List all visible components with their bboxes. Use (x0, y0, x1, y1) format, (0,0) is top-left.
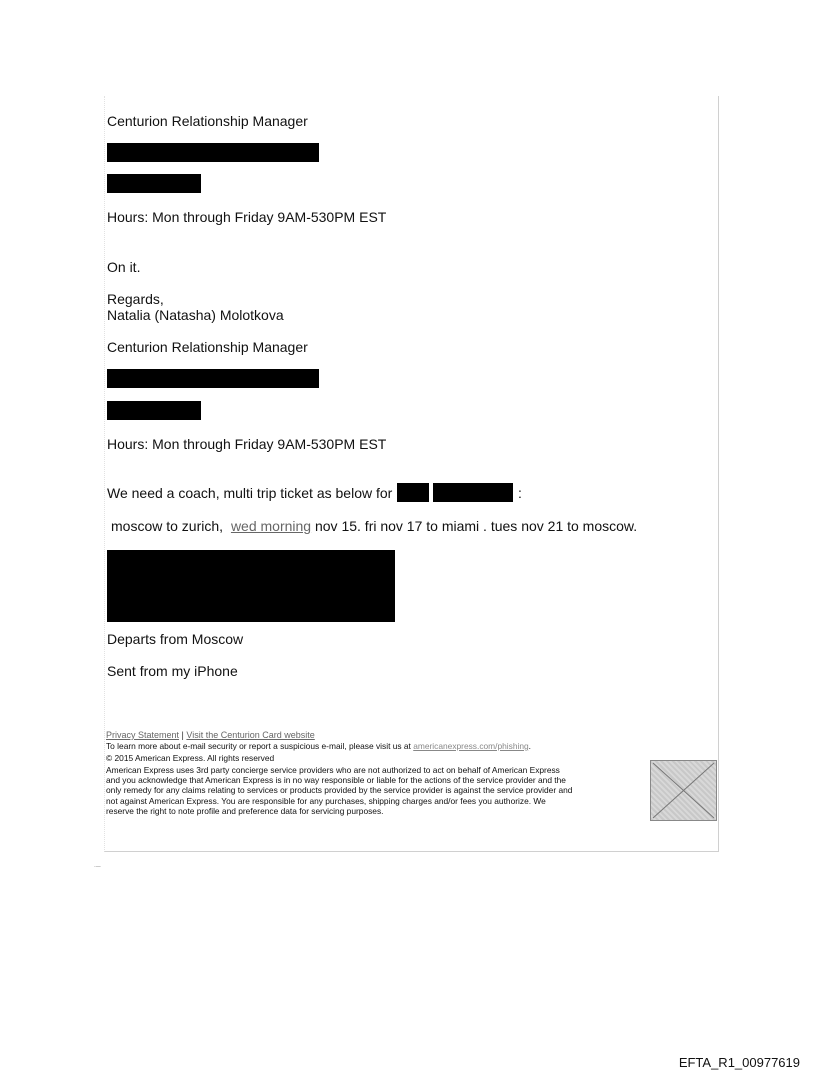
redaction-bar (107, 174, 201, 193)
broken-image-icon (650, 760, 717, 821)
reply-closing: Regards, (107, 291, 164, 307)
document-id: EFTA_R1_00977619 (678, 1055, 800, 1070)
disclaimer (106, 765, 651, 816)
privacy-statement-link[interactable]: Privacy Statement (106, 730, 180, 740)
redaction-bar (397, 483, 429, 502)
sender-name: Natalia (Natasha) Molotkova (107, 307, 284, 323)
request-line-end: : (518, 485, 522, 501)
phishing-link[interactable]: americanexpress.com/phishing (413, 741, 529, 751)
disclaimer-line: and you acknowledge that American Express is in no way responsible or liable for the actions of the service provider and the (106, 775, 566, 786)
sent-from: Sent from my iPhone (107, 663, 238, 679)
disclaimer-line: not against American Express. You are responsible for any purchases, shipping charges and/or fees you authorize. We (106, 795, 546, 806)
redaction-bar (107, 143, 319, 162)
security-notice (106, 741, 531, 751)
footer-links (106, 730, 315, 741)
calendar-link[interactable]: wed morning (230, 518, 312, 534)
signature-title-2: Centurion Relationship Manager (107, 339, 308, 355)
security-text: To learn more about e-mail security or report a suspicious e-mail, please visit us at (106, 741, 411, 751)
itinerary-rest: nov 15. fri nov 17 to miami . tues nov 21 to moscow. (314, 518, 638, 534)
signature-hours-1: Hours: Mon through Friday 9AM-530PM EST (107, 209, 387, 225)
signature-hours-2: Hours: Mon through Friday 9AM-530PM EST (107, 436, 387, 452)
signature-title-1: Centurion Relationship Manager (107, 113, 308, 129)
security-end: . (528, 741, 531, 751)
redaction-bar (433, 483, 513, 502)
centurion-website-link[interactable]: Visit the Centurion Card website (186, 730, 315, 740)
redaction-bar (107, 401, 201, 420)
request-line: We need a coach, multi trip ticket as below for (107, 485, 393, 501)
itinerary-line (111, 518, 637, 535)
disclaimer-line: reserve the right to note profile and preference data for servicing purposes. (106, 805, 384, 816)
redaction-block (107, 550, 395, 622)
departs-line: Departs from Moscow (107, 631, 244, 647)
stray-mark: ·— (94, 864, 101, 870)
copyright: © 2015 American Express. All rights reserved (106, 753, 275, 763)
footer-separator: | (181, 730, 184, 740)
disclaimer-line: American Express uses 3rd party concierge service providers who are not authorized to act on behalf of American Express (106, 765, 560, 775)
redaction-bar (107, 369, 319, 388)
itinerary-start: moscow to zurich, (111, 518, 224, 534)
reply-body: On it. (107, 259, 141, 275)
disclaimer-line: only remedy for any claims relating to services or products provided by the service provider is against the service provider and (106, 785, 573, 796)
